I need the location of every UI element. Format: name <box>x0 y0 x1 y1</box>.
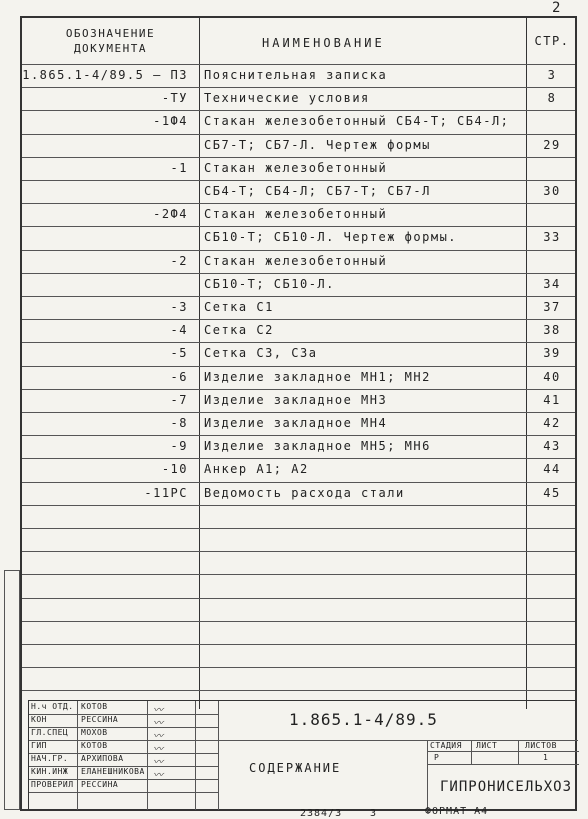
row-divider <box>22 319 575 320</box>
row-code: -11РС <box>144 485 188 500</box>
row-code: -7 <box>170 392 188 407</box>
row-page: 39 <box>543 346 561 361</box>
person-name: РЕССИНА <box>81 780 119 789</box>
row-page: 38 <box>543 323 561 338</box>
footer-copy: 3 <box>370 808 378 819</box>
row-divider <box>22 574 575 575</box>
header-page: СТР. <box>534 34 570 48</box>
row-page: 41 <box>543 392 561 407</box>
row-divider <box>22 505 575 506</box>
row-divider <box>22 621 575 622</box>
person-name: КОТОВ <box>81 702 108 711</box>
row-name: СБ7-Т; СБ7-Л. Чертеж формы <box>204 137 431 152</box>
row-name: Стакан железобетонный <box>204 160 388 175</box>
stage-value: Р <box>434 753 440 762</box>
row-code: -1 <box>170 160 188 175</box>
row-code: -9 <box>170 439 188 454</box>
signature-icon: 〰 <box>153 718 164 729</box>
row-divider <box>22 598 575 599</box>
row-name: Сетка С2 <box>204 323 274 338</box>
document-title: СОДЕРЖАНИЕ <box>249 761 342 775</box>
row-code: -2 <box>170 253 188 268</box>
stage-label: СТАДИЯ <box>430 741 462 750</box>
signature-icon: 〰 <box>153 731 164 742</box>
row-code: -10 <box>161 462 188 477</box>
signature-icon: 〰 <box>153 757 164 768</box>
row-code: -8 <box>170 416 188 430</box>
row-divider <box>22 551 575 552</box>
person-role: Н.ч ОТД. <box>31 702 74 711</box>
row-name: СБ4-Т; СБ4-Л; СБ7-Т; СБ7-Л <box>204 184 431 198</box>
document-frame <box>20 16 577 811</box>
row-page: 34 <box>543 276 561 291</box>
row-name: Изделие закладное МН5; МН6 <box>204 439 431 454</box>
doc-number: 1.865.1-4/89.5 <box>289 710 438 729</box>
row-name: Технические условия <box>204 91 370 106</box>
person-role: ГИП <box>31 741 47 750</box>
footer-inventory: 2384/3 <box>300 808 343 819</box>
row-page: 45 <box>543 485 561 500</box>
left-margin-strip <box>4 570 20 810</box>
header-designation: ОБОЗНАЧЕНИЕ ДОКУМЕНТА <box>65 27 156 55</box>
row-code: -2Ф4 <box>153 207 188 222</box>
sheets-label: ЛИСТОВ <box>525 741 557 750</box>
row-name: Стакан железобетонный <box>204 253 388 268</box>
row-name: Пояснительная записка <box>204 68 388 82</box>
row-name: Стакан железобетонный <box>204 207 388 222</box>
person-name: КОТОВ <box>81 741 108 750</box>
row-code: -4 <box>170 323 188 338</box>
row-page: 8 <box>547 91 557 106</box>
row-code: -1Ф4 <box>153 114 188 129</box>
person-role: НАЧ.ГР. <box>31 754 69 763</box>
row-code: -6 <box>170 369 188 384</box>
row-code: -3 <box>170 300 188 314</box>
row-code: 1.865.1-4/89.5 – ПЗ <box>22 68 188 82</box>
sheets-value: 1 <box>543 753 549 762</box>
row-name: Стакан железобетонный СБ4-Т; СБ4-Л; <box>204 114 510 129</box>
header-name: НАИМЕНОВАНИЕ <box>262 36 385 50</box>
row-page: 40 <box>543 369 561 384</box>
row-page: 43 <box>543 439 561 454</box>
person-name: РЕССИНА <box>81 715 119 724</box>
row-code: -ТУ <box>161 91 188 106</box>
row-name: Изделие закладное МН3 <box>204 392 388 407</box>
signature-icon: 〰 <box>153 705 164 716</box>
signature-icon: 〰 <box>153 744 164 755</box>
sheet-label: ЛИСТ <box>476 741 498 750</box>
person-name: ЕЛАНЕШНИКОВА <box>81 767 145 776</box>
page-number: 2 <box>552 0 561 16</box>
row-divider <box>22 644 575 645</box>
row-divider <box>22 296 575 297</box>
person-role: ПРОВЕРИЛ <box>31 780 74 789</box>
footer-format: ФОРМАТ А4 <box>425 806 489 817</box>
row-page: 44 <box>543 462 561 477</box>
row-page: 29 <box>543 137 561 152</box>
row-name: Ведомость расхода стали <box>204 485 405 500</box>
row-name: Сетка С3, С3а <box>204 346 318 361</box>
row-page: 42 <box>543 416 561 430</box>
row-divider <box>22 667 575 668</box>
row-name: Изделие закладное МН1; МН2 <box>204 369 431 384</box>
person-role: ГЛ.СПЕЦ <box>31 728 69 737</box>
row-divider <box>22 528 575 529</box>
signature-icon: 〰 <box>153 770 164 781</box>
title-block-people <box>29 701 219 812</box>
row-code: -5 <box>170 346 188 361</box>
person-name: МОХОВ <box>81 728 108 737</box>
row-name: Изделие закладное МН4 <box>204 416 388 430</box>
row-divider <box>22 690 575 691</box>
organization: ГИПРОНИСЕЛЬХОЗ <box>440 779 573 795</box>
row-page: 33 <box>543 230 561 245</box>
row-page: 3 <box>547 68 557 82</box>
row-page: 37 <box>543 300 561 314</box>
person-role: КОН <box>31 715 47 724</box>
row-name: Анкер А1; А2 <box>204 462 309 477</box>
person-role: КИН.ИНЖ <box>31 767 69 776</box>
row-name: Сетка С1 <box>204 300 274 314</box>
person-name: АРХИПОВА <box>81 754 124 763</box>
title-block <box>28 700 577 811</box>
row-page: 30 <box>543 184 561 198</box>
row-name: СБ10-Т; СБ10-Л. Чертеж формы. <box>204 230 458 245</box>
row-name: СБ10-Т; СБ10-Л. <box>204 276 335 291</box>
